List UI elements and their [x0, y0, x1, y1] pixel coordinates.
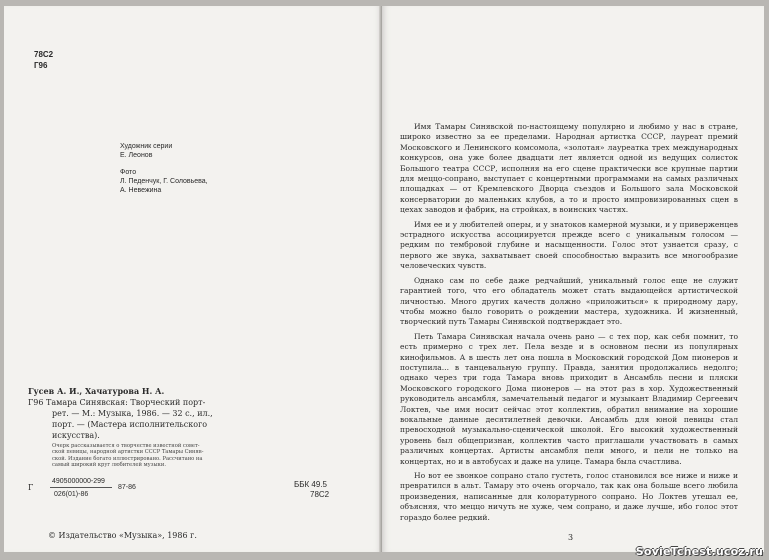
classification-code-top: 78С2 — [34, 50, 54, 59]
annotation-line: ской. Издание богато иллюстрировано. Рассчитано на — [52, 455, 203, 462]
paragraph: Петь Тамара Синявская начала очень рано — с тех пор, как себя помнит, то есть примерно с трех лет. Пела везде и в основном песни из популярных кинофильмов. А в шесть лет она пошла в Московский городской Дом пионеров и поступила... в танцевальную группу. Правда, занятия продолжались недолго; однако через три года Тамара вновь приходит в Ансамбль песни и пляски Московского городского Дома пионеров — на этот раз в хор. Художественный руководитель ансамбля, замечательный педагог и музыкант Владимир Сергеевич Локтев, чье имя носит сейчас этот коллектив, обратил внимание на хорошие вокальные данные десятилетней девочки. Ансамбль для юной певицы стал превосходной музыкально-сценической школой. Его высокий художественный уровень был общепризнан, коллектив часто приглашали участвовать в самых различных концертах. Артисты ансамбля пели много, и пели не только на концертах, но и в автобусах и даже на улице. Тамара была счастлива. — [400, 331, 738, 466]
bbk-code: 78С2 — [310, 490, 330, 499]
photo-label: Фото — [120, 169, 137, 176]
classification-code-bottom: Г96 — [34, 61, 48, 70]
annotation-line: Очерк рассказывается о творчестве известной совет- — [52, 443, 200, 449]
bbk-index: ББК 49.5 — [294, 480, 327, 489]
paragraph: Но вот ее звонкое сопрано стало густеть, голос становился все ниже и ниже и превратился в альт. Тамару это очень огорчало, так как она больше всего любила произведения, написанные для колоратурного сопрано. Но Локтев утешал ее, объясняя, что меццо ничуть не хуже, чем сопрано, и даже лучше, ибо голос этот гораздо более редкий. — [400, 471, 738, 522]
paragraph: Имя Тамары Синявской по-настоящему популярно и любимо у нас в стране, широко известно за ее пределами. Народная артистка СССР, лауреат премий Московского и Ленинского комсомола, «золотая» лауреатка трех международных конкурсов, она уже более двадцати лет является одной из ведущих солисток Большого театра СССР, исполняя на его сцене практически все крупные партии для меццо-сопрано, выступает с концертными программами на самых различных площадках — от Кремлевского Дворца съездов и Большого зала Московской консерватории до маленьких клубов, а то и просто импровизированных сцен в цехах заводов и фабрик, на стройках, в воинских частях. — [400, 122, 738, 215]
catalog-line-3: порт. — (Мастера исполнительского — [52, 420, 208, 429]
paragraph: Имя ее и у любителей оперы, и у знатоков камерной музыки, и у приверженцев эстрадного искусства ассоциируется прежде всего с уникальным голосом — редким по тембровой глубине и насыщенности. Голос этот узнается сразу, с первого же звука, захватывает своей способностью выразить все многообразие человеческих чувств. — [400, 219, 738, 271]
watermark-text: SovieTchest.ucoz.ru — [635, 545, 763, 558]
annotation-line: ской певицы, народной артистки СССР Тамары Синяв- — [52, 449, 204, 456]
series-artist-label: Художник серии — [120, 143, 173, 150]
right-page — [382, 6, 764, 552]
catalog-annotation — [52, 443, 262, 469]
catalog-line-1: Г96 Тамара Синявская: Творческий порт- — [28, 398, 206, 407]
formula-bottom: 026(01)-86 — [54, 491, 89, 498]
copyright-line: © Издательство «Музыка», 1986 г. — [48, 531, 197, 540]
formula-letter: Г — [28, 483, 34, 492]
formula-divider — [50, 487, 112, 488]
series-artist-name: Е. Леонов — [120, 152, 153, 159]
photo-names-line-2: А. Невежина — [120, 187, 162, 194]
paragraph: Однако сам по себе даже редчайший, уникальный голос еще не служит гарантией того, что его обладатель может стать выдающейся артистической личностью. Много других качеств должно «приложиться» к природному дару, чтобы можно было говорить о рождении мастера, художника. И жизненный, творческий путь Тамары Синявской подтверждает это. — [400, 275, 738, 327]
catalog-card — [28, 386, 358, 441]
formula-top: 4905000000-299 — [52, 478, 105, 485]
page-number: 3 — [568, 533, 574, 542]
catalog-line-4: искусства). — [52, 431, 100, 440]
photo-names-line-1: Л. Педенчук, Г. Соловьева, — [120, 178, 208, 185]
annotation-line: самый широкий круг любителей музыки. — [52, 462, 166, 469]
catalog-line-2: рет. — М.: Музыка, 1986. — 32 с., ил., — [52, 409, 213, 418]
left-page — [4, 6, 382, 552]
catalog-authors: Гусев А. И., Хачатурова Н. А. — [28, 386, 165, 396]
credits-block — [120, 142, 208, 195]
formula-side: 87-86 — [118, 484, 136, 491]
main-text — [400, 122, 738, 527]
